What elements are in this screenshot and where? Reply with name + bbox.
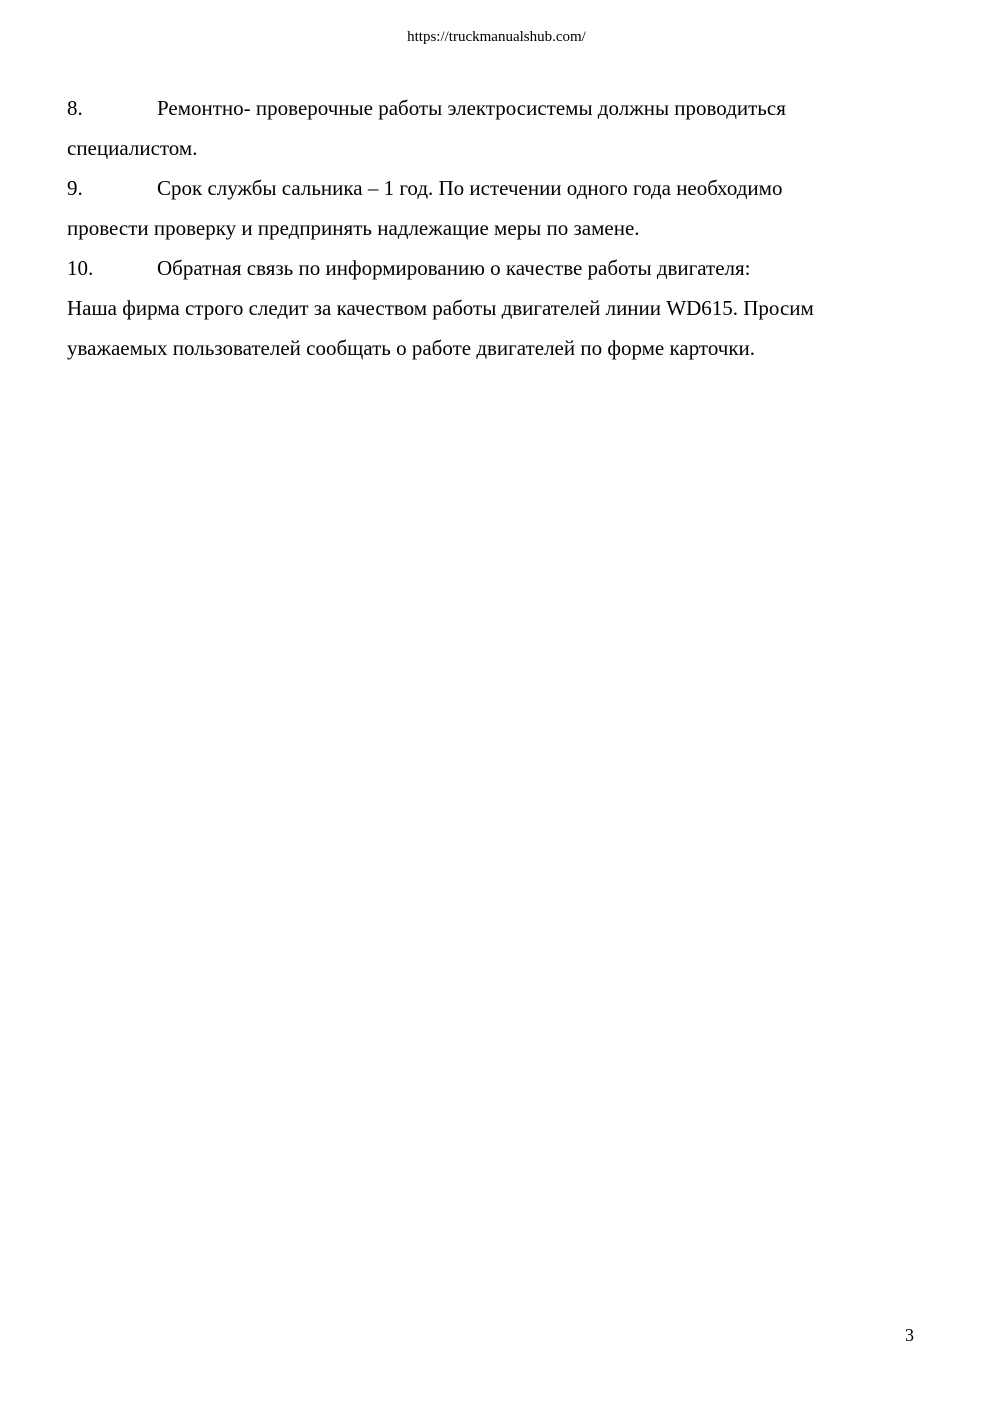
list-item-text: Срок службы сальника – 1 год. По истечении одного года необходимо	[157, 176, 783, 200]
list-item-continuation: специалистом.	[67, 136, 198, 160]
list-item-9	[67, 168, 927, 248]
list-item-continuation: провести проверку и предпринять надлежащие меры по замене.	[67, 216, 640, 240]
list-item-10	[67, 248, 927, 368]
list-item-number: 9.	[67, 176, 83, 200]
list-item-text: Ремонтно- проверочные работы электросистемы должны проводиться	[157, 96, 786, 120]
list-item-first-line	[67, 248, 927, 288]
page-number: 3	[905, 1325, 914, 1345]
document-body	[67, 88, 927, 368]
list-item-text: Обратная связь по информированию о качестве работы двигателя:	[157, 256, 751, 280]
list-item-8	[67, 88, 927, 168]
list-item-first-line	[67, 88, 927, 128]
list-item-number: 8.	[67, 96, 83, 120]
list-item-number: 10.	[67, 256, 94, 280]
paragraph-line: Наша фирма строго следит за качеством работы двигателей линии WD615. Просим	[67, 296, 814, 320]
list-item-first-line	[67, 168, 927, 208]
paragraph-line: уважаемых пользователей сообщать о работе двигателей по форме карточки.	[67, 336, 756, 360]
header-url[interactable]: https://truckmanualshub.com/	[407, 29, 586, 45]
